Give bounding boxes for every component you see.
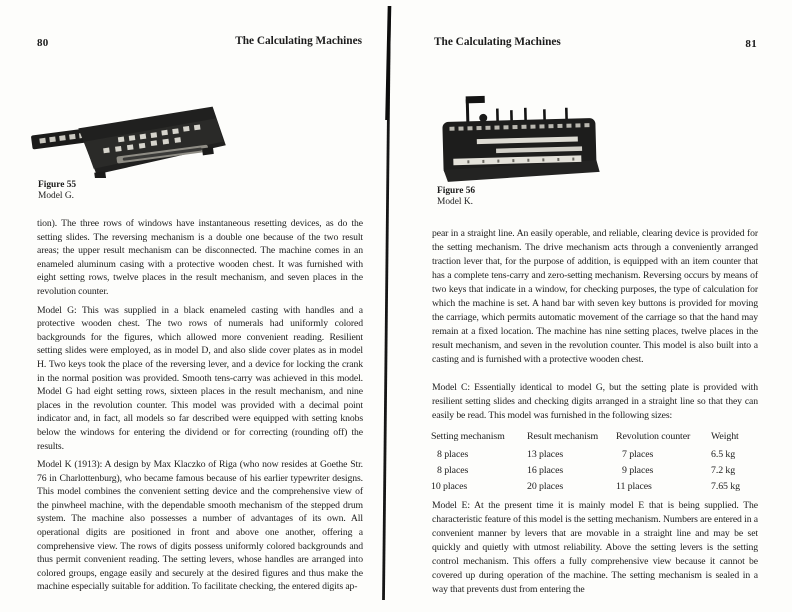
- paragraph: Model C: Essentially identical to model G, but the setting plate is provided with resilient setting slides and checking digits arranged in a straight line so that they can easily be read. This model was furnished in the following sizes:: [432, 382, 758, 421]
- column-header: Weight: [711, 431, 739, 442]
- table-cell: 8 places: [437, 449, 469, 460]
- page-number: 80: [37, 37, 49, 49]
- paragraph: tion). The three rows of windows have instantaneous resetting devices, as do the setting slides. The reversing mechanism is a double one because of the two result areas; the upper result mechanism can be disconnected. The machine comes in an enameled aluminum casing with a protective wooden chest. It was furnished with eight setting rows, twelve places in the result mechanism, and seven places in the revolution counter.: [37, 218, 363, 297]
- left-page-body: [37, 217, 363, 594]
- right-page-body-3: [432, 499, 758, 597]
- table-cell: 10 places: [431, 481, 468, 492]
- table-cell: 20 places: [527, 481, 564, 492]
- paragraph: Model G: This was supplied in a black enameled casting with handles and a protective wooden chest. The two rows of numerals had uniformly colored backgrounds for the figures, which allowed more convenient reading. Resilient setting slides were employed, as in model D, and also slide cover plates as in model H. Two keys took the place of the reversing lever, and a device for locking the crank in the normal position was provided. Smooth tens-carry was achieved in this model. Model G had eight setting rows, sixteen places in the result mechanism, and nine places in the revolution counter. This model was provided with a decimal point indicator and, in fact, all models so far described were equipped with setting knobs below the windows for entering the dividend or for correcting (rounding off) the results.: [37, 304, 363, 452]
- running-header: The Calculating Machines: [434, 36, 561, 48]
- paragraph: Model E: At the present time it is mainly model E that is being supplied. The characteristic feature of this model is the setting mechanism. Numbers are entered in a convenient manner by levers that are movable in a straight line and may be set quickly and quietly with utmost reliability. Above the setting levers is the setting control mechanism. This offers a fully comprehensive view because it cannot be covered up during operation of the machine. The setting mechanism is sealed in a way that prevents dust from entering the: [432, 500, 758, 595]
- table-cell: 11 places: [616, 481, 652, 492]
- table-cell: 7.65 kg: [711, 481, 740, 492]
- figure-56-image: [437, 92, 603, 184]
- table-row: [431, 463, 761, 479]
- right-page-body-2: [432, 381, 758, 423]
- figure-caption-text: Model G.: [38, 190, 74, 201]
- figure-label: Figure 55: [38, 180, 77, 190]
- paragraph: Model K (1913): A design by Max Klaczko of Riga (who now resides at Goethe Str. 76 in Charlottenburg), who became famous because of his earlier typewriter designs. This model combines the convenient setting device and the comprehensive view of the pinwheel machine, with the dependable smooth mechanism of the stepped drum system. The machine also possesses a number of advantages of its own. All operational digits are positioned in front and above one another, offering a comprehensive view. The rows of digits possess uniformly colored backgrounds and thus permit convenient reading. The setting levers, whose handles are arranged into colored groups, engage easily and securely at the desired figures and thus make the machine especially suitable for addition. To facilitate checking, the entered digits ap-: [37, 459, 363, 593]
- paragraph: pear in a straight line. An easily operable, and reliable, clearing device is provided for the setting mechanism. The drive mechanism acts through a conveniently arranged traction lever that, for the purpose of addition, is equipped with an item counter that has a complete tens-carry and zero-setting mechanism. Reversing occurs by means of two keys that indicate in a window, for checking purposes, the type of calculation for which the machine is set. A hand bar with seven key buttons is provided for moving the carriage, which permits automatic movement of the carriage so that the hand may remain at a fixed location. The machine has nine setting places, twelve places in the result mechanism, and seven in the revolution counter. This model is also built into a casting and is furnished with a protective wooden chest.: [432, 228, 758, 365]
- model-g-machine-illustration: [30, 96, 228, 178]
- column-header: Setting mechanism: [431, 431, 505, 442]
- figure-55-image: [30, 96, 228, 178]
- table-cell: 7 places: [622, 449, 654, 460]
- model-c-sizes-table: [431, 429, 761, 495]
- right-page-body-1: [432, 227, 758, 367]
- model-k-machine-illustration: [437, 92, 603, 184]
- figure-label: Figure 56: [437, 186, 476, 196]
- column-header: Revolution counter: [616, 431, 691, 442]
- figure-caption-text: Model K.: [437, 196, 473, 207]
- running-header: The Calculating Machines: [235, 35, 362, 47]
- column-header: Result mechanism: [527, 431, 599, 442]
- table-cell: 6.5 kg: [711, 449, 736, 460]
- table-cell: 8 places: [437, 465, 469, 476]
- table-cell: 16 places: [527, 465, 564, 476]
- table-header-row: [431, 429, 761, 445]
- figure-56-caption: [437, 186, 475, 207]
- figure-55-caption: [38, 180, 76, 201]
- table-cell: 13 places: [527, 449, 564, 460]
- table-cell: 7.2 kg: [711, 465, 736, 476]
- page-number: 81: [745, 38, 757, 50]
- table-cell: 9 places: [622, 465, 654, 476]
- table-row: [431, 479, 761, 495]
- table-row: [431, 447, 761, 463]
